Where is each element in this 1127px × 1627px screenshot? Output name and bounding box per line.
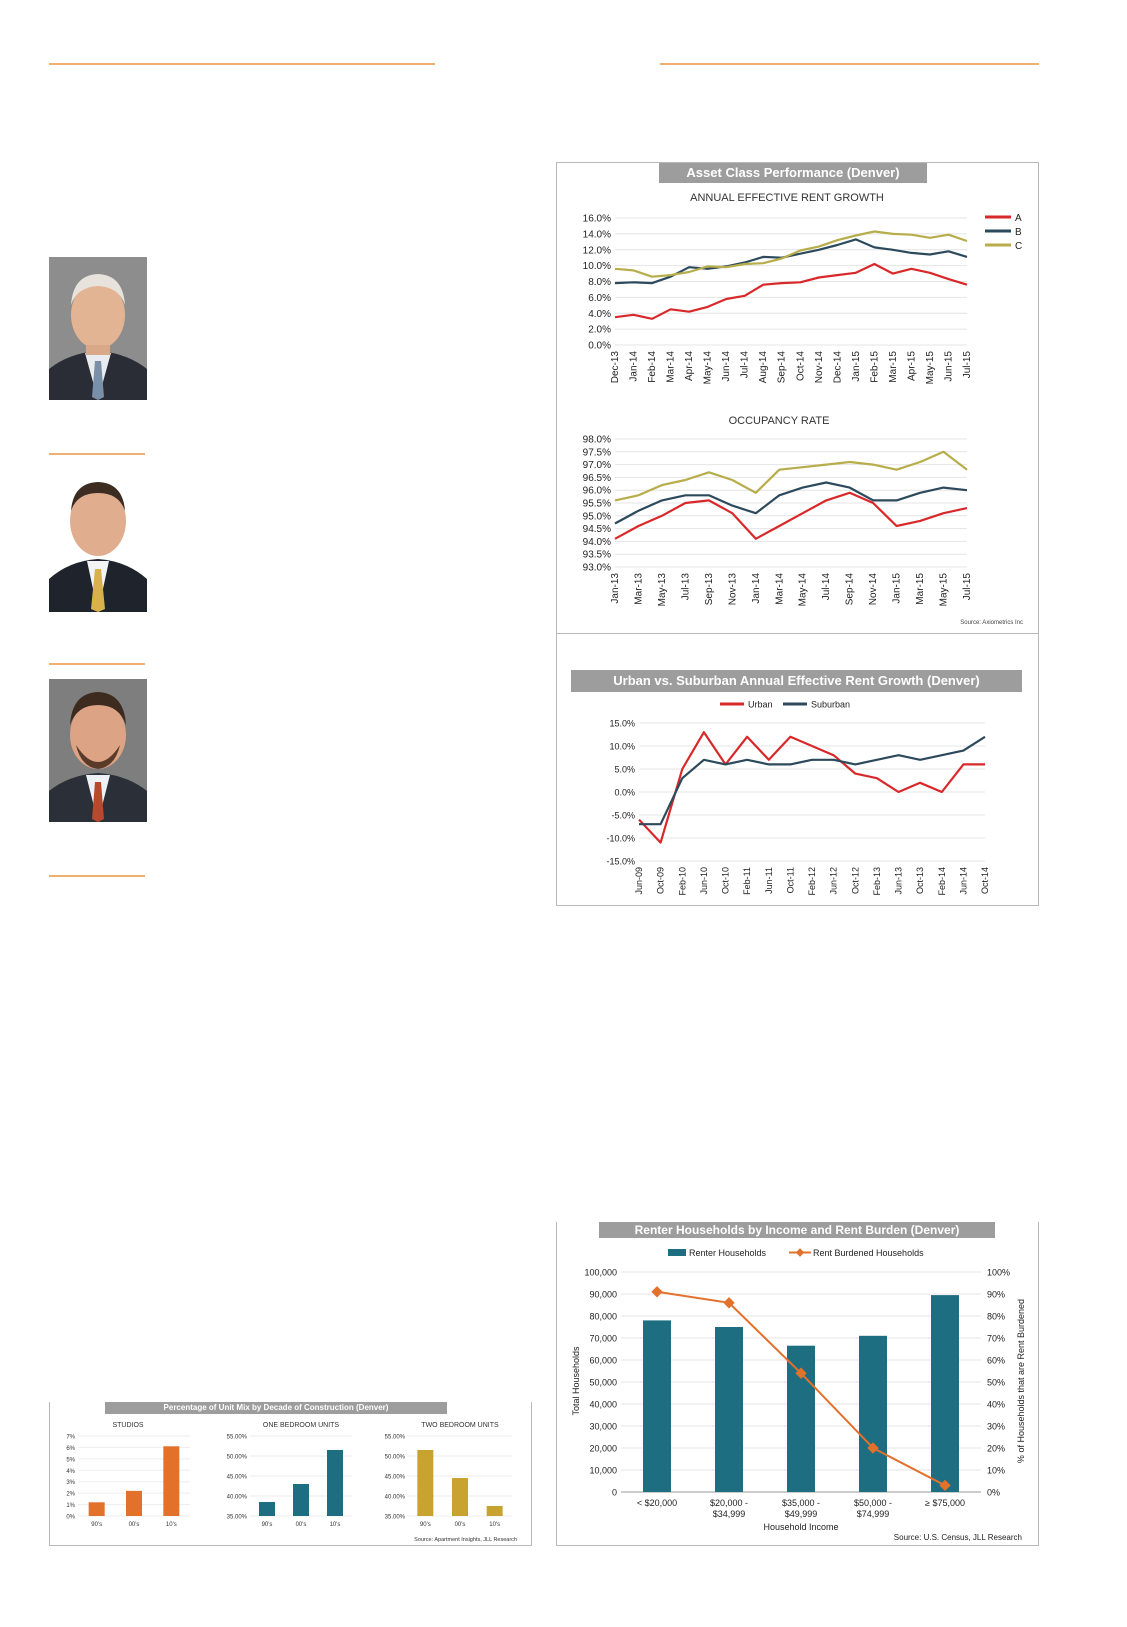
x-tick-label: Mar-14 [774,573,786,605]
x-tick-label: 00's [295,1522,307,1528]
x-tick-label: 00's [454,1522,466,1528]
bar-renter-households [859,1336,887,1492]
y2-tick-label: 60% [987,1355,1006,1366]
y2-tick-label: 90% [987,1289,1006,1300]
y-tick-label: 2.0% [588,324,611,336]
series-line-suburban [639,737,985,824]
bar-unit-mix [327,1450,343,1516]
bar-unit-mix [163,1446,179,1516]
urban-suburban-panel [556,633,1039,906]
x-tick-label: Dec-13 [610,351,621,384]
unit-mix-panel-title: STUDIOS [112,1422,144,1429]
y2-tick-label: 80% [987,1311,1006,1322]
x-tick-label: Jul-15 [962,573,973,601]
x-tick-label: 00's [128,1522,140,1528]
legend-marker-rent-burdened [796,1248,804,1256]
x-tick-label: Feb-12 [807,867,817,896]
y-tick-label: 95.0% [582,511,611,523]
x-tick-label: May-14 [702,351,714,385]
y-tick-label: 0 [611,1487,617,1498]
x-tick-label: Nov-13 [727,573,739,606]
divider-rule-3 [49,875,145,877]
renter-source: Source: U.S. Census, JLL Research [893,1533,1022,1542]
y-tick-label: 10,000 [589,1465,617,1476]
y-tick-label: 50.00% [226,1454,247,1461]
x-tick-label: Apr-14 [684,351,696,382]
x-tick-label: Aug-14 [758,351,770,384]
renter-households-panel [556,1222,1039,1546]
y2-tick-label: 30% [987,1421,1006,1432]
x-tick-label: Jan-15 [850,351,862,382]
y-tick-label: 0.0% [588,340,611,352]
series-line-c [615,452,967,501]
x-tick-label: $20,000 - [709,1498,749,1508]
y-tick-label: 93.5% [582,549,611,561]
y-tick-label: 55.00% [384,1434,405,1441]
person-photo-2 [49,469,147,612]
y-tick-label: 0% [66,1514,75,1521]
rent-growth-chart [557,185,1036,410]
x-tick-label: May-15 [938,573,950,607]
x-tick-label: Feb-15 [869,351,881,383]
unit-mix-panel-title: TWO BEDROOM UNITS [421,1422,499,1429]
person-photo-1 [49,257,147,400]
x-tick-label: Mar-13 [633,573,645,605]
divider-rule-2 [49,663,145,665]
x-tick-label: ≥ $75,000 [925,1498,965,1508]
top-rule-left [49,63,435,65]
x-tick-label: Apr-15 [906,351,918,382]
x-tick-label: < $20,000 [636,1498,678,1508]
x-tick-label: Jun-15 [943,351,955,382]
series-line-a [615,264,967,319]
unit-mix-chart [50,1415,529,1545]
x-tick-label: Jun-14 [958,867,969,895]
x-tick-label: Feb-14 [936,867,947,896]
series-line-urban [639,732,985,842]
x-tick-label: Sep-14 [844,573,856,606]
renter-households-chart [557,1239,1036,1544]
top-rule-right [660,63,1039,65]
asset-class-title: Asset Class Performance (Denver) [659,163,927,183]
unit-mix-title: Percentage of Unit Mix by Decade of Construction (Denver) [105,1402,447,1414]
y-tick-label: 35.00% [384,1514,405,1521]
y-tick-label: -10.0% [606,833,635,844]
y-tick-label: 60,000 [589,1355,617,1366]
y-tick-label: 93.0% [582,562,611,574]
y-tick-label: 6.0% [588,292,611,304]
x-tick-label: 10's [489,1522,501,1528]
x-tick-label: Jun-10 [698,867,709,895]
x-tick-label: Jun-11 [763,867,774,894]
legend-label-c: C [1015,241,1023,252]
bar-renter-households [643,1320,671,1492]
y-tick-label: 20,000 [589,1443,617,1454]
asset-class-panel [556,162,1039,635]
y-tick-label: 16.0% [582,213,611,225]
y-tick-label: 1% [66,1503,75,1510]
x-tick-label: May-14 [797,573,809,607]
y-tick-label: -5.0% [611,810,635,821]
x-tick-label: Jul-15 [962,351,973,379]
y-tick-label: 5% [66,1457,75,1464]
y2-tick-label: 20% [987,1443,1006,1454]
x-tick-label: Jul-14 [739,351,751,379]
y-tick-label: 4% [66,1468,75,1475]
x-tick-label: Jan-13 [610,573,621,604]
y-tick-label: 10.0% [609,741,635,752]
renter-households-title: Renter Households by Income and Rent Burden (Denver) [599,1222,995,1238]
bar-unit-mix [293,1484,309,1516]
bar-unit-mix [487,1506,503,1516]
x-tick-label: Jun-13 [893,867,904,895]
unit-mix-panel-title: ONE BEDROOM UNITS [262,1422,340,1429]
x-tick-label: May-13 [656,573,668,607]
x-tick-label: Jul-13 [680,573,692,601]
bar-unit-mix [259,1502,275,1516]
y-tick-label: 45.00% [226,1474,247,1481]
x-tick-label: Dec-14 [832,351,844,384]
y2-axis-label: % of Households that are Rent Burdened [1016,1298,1026,1464]
x-tick-label: May-15 [924,351,936,385]
y-tick-label: 97.5% [582,447,611,459]
x-tick-label: 90's [419,1522,431,1528]
x-tick-label: $35,000 - [781,1498,821,1508]
y-tick-label: 96.0% [582,485,611,497]
occupancy-chart [557,411,1036,633]
y-tick-label: 40.00% [384,1494,405,1501]
y-tick-label: 97.0% [582,460,611,472]
bar-renter-households [715,1327,743,1492]
point-rent-burdened [651,1286,662,1297]
x-tick-label: 10's [329,1522,341,1528]
person-photo-3 [49,679,147,822]
y-axis-label: Total Households [571,1346,581,1416]
y-tick-label: 14.0% [582,229,611,241]
y-tick-label: 50.00% [384,1454,405,1461]
y-tick-label: 100,000 [584,1267,617,1278]
chart-title: ANNUAL EFFECTIVE RENT GROWTH [690,192,884,204]
x-tick-label: 10's [165,1522,177,1528]
y2-tick-label: 10% [987,1465,1006,1476]
legend-label-b: B [1015,227,1022,238]
y-tick-label: 55.00% [226,1434,247,1441]
x-tick-label: Sep-13 [703,573,715,606]
urban-suburban-title: Urban vs. Suburban Annual Effective Rent Growth (Denver) [571,670,1022,692]
x-tick-label: Feb-11 [742,867,753,895]
y-tick-label: 2% [66,1491,75,1498]
y-tick-label: 40,000 [589,1399,617,1410]
x-tick-label: Feb-10 [677,867,688,896]
y-tick-label: 80,000 [589,1311,617,1322]
y-tick-label: 95.5% [582,498,611,510]
y-tick-label: 50,000 [589,1377,617,1388]
x-tick-label: Oct-14 [980,867,990,895]
y-tick-label: 94.5% [582,524,611,536]
legend-label-renter-households: Renter Households [689,1248,767,1258]
x-tick-label: $50,000 - [853,1498,893,1508]
y-tick-label: 3% [66,1480,75,1487]
x-tick-label: Oct-10 [720,867,731,895]
y-tick-label: 30,000 [589,1421,617,1432]
x-tick-label: Feb-14 [647,351,659,383]
x-tick-label: Jul-14 [821,573,833,601]
y-tick-label: 70,000 [589,1333,617,1344]
x-tick-label: Jan-15 [891,573,903,604]
legend-label-urban: Urban [748,699,773,710]
legend-swatch-renter-households [668,1249,686,1256]
y-tick-label: 96.5% [582,472,611,484]
y2-tick-label: 50% [987,1377,1006,1388]
y-tick-label: -15.0% [606,856,635,867]
unit-mix-panel [49,1402,532,1546]
y-tick-label: 98.0% [582,434,611,446]
y-tick-label: 94.0% [582,536,611,548]
legend-label-a: A [1015,213,1022,224]
y-tick-label: 10.0% [582,261,611,273]
bar-unit-mix [452,1478,468,1516]
asset-class-source: Source: Axiometrics Inc [960,620,1023,626]
x-tick-label: Oct-09 [655,867,666,895]
x-tick-label: Nov-14 [868,573,880,606]
x-tick-label: Jan-14 [628,351,640,382]
y-tick-label: 0.0% [614,787,635,798]
bar-unit-mix [89,1502,105,1516]
x-tick-label-cont: $34,999 [712,1509,746,1519]
x-tick-label: Jan-14 [750,573,762,604]
y-tick-label: 90,000 [589,1289,617,1300]
y2-tick-label: 70% [987,1333,1006,1344]
x-tick-label: Sep-14 [776,351,788,384]
y-tick-label: 12.0% [582,245,611,257]
y-tick-label: 40.00% [226,1494,247,1501]
x-tick-label: Oct-14 [795,351,807,382]
legend-label-rent-burdened: Rent Burdened Households [813,1248,924,1258]
x-tick-label: Jun-09 [634,867,644,895]
legend-label-suburban: Suburban [811,699,851,710]
x-tick-label: Mar-15 [915,573,927,605]
bar-renter-households [931,1295,959,1492]
x-tick-label: Jun-14 [721,351,733,382]
y-tick-label: 6% [66,1445,75,1452]
bar-unit-mix [126,1491,142,1516]
divider-rule-1 [49,453,145,455]
y-tick-label: 8.0% [588,277,611,288]
x-tick-label: Nov-14 [813,351,825,384]
y-tick-label: 7% [66,1434,75,1441]
y2-tick-label: 100% [987,1267,1011,1278]
x-tick-label: 90's [91,1522,103,1528]
urban-suburban-chart [557,694,1036,904]
y-tick-label: 5.0% [614,764,635,775]
chart-title: OCCUPANCY RATE [728,415,830,427]
series-line-b [615,239,967,283]
x-tick-label: Oct-13 [915,867,926,895]
y2-tick-label: 40% [987,1399,1006,1410]
x-tick-label: Oct-11 [785,867,796,894]
y-tick-label: 4.0% [588,308,611,320]
x-tick-label-cont: $49,999 [784,1509,818,1519]
x-tick-label: Oct-12 [850,867,861,895]
y-tick-label: 15.0% [609,718,635,729]
y-tick-label: 35.00% [226,1514,247,1521]
x-tick-label: Feb-13 [871,867,882,896]
x-tick-label-cont: $74,999 [856,1509,890,1519]
x-tick-label: 90's [261,1522,273,1528]
x-axis-label: Household Income [763,1522,839,1532]
y-tick-label: 45.00% [384,1474,405,1481]
y2-tick-label: 0% [987,1487,1001,1498]
x-tick-label: Mar-14 [665,351,677,383]
bar-unit-mix [417,1450,433,1516]
x-tick-label: Mar-15 [887,351,899,383]
x-tick-label: Jun-12 [828,867,839,895]
unit-mix-source: Source: Apartment Insights, JLL Research [414,1537,517,1543]
